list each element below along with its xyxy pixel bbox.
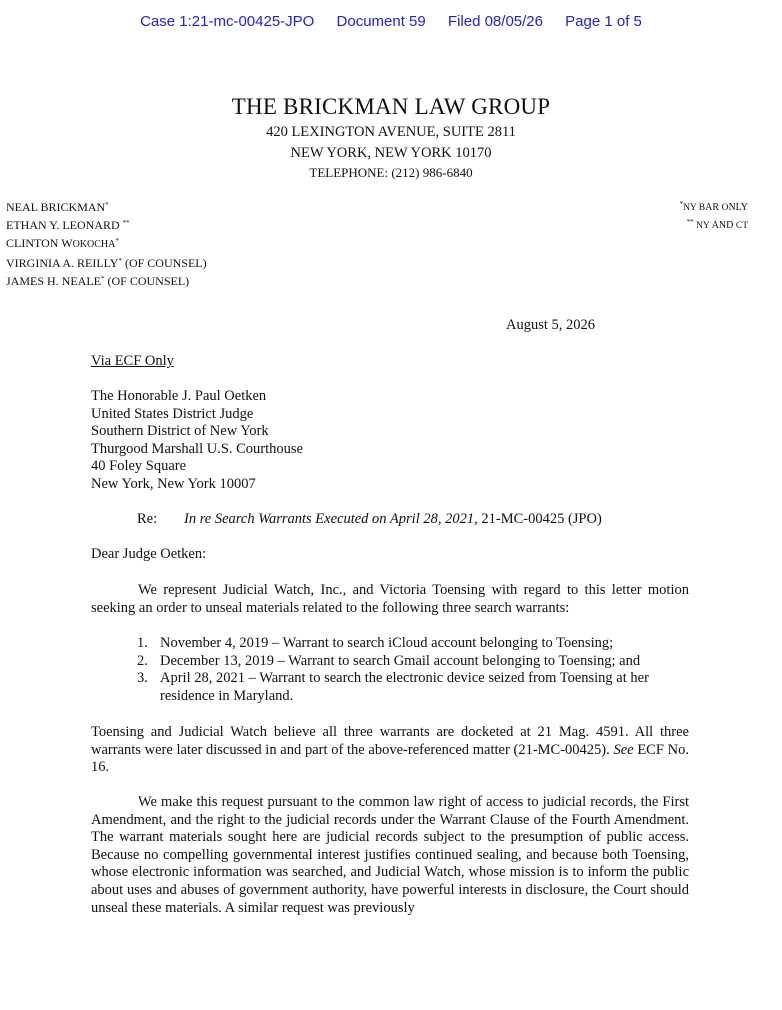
recipient-line: 40 Foley Square bbox=[91, 458, 187, 475]
recipient-line: Thurgood Marshall U.S. Courthouse bbox=[91, 440, 303, 457]
attorney-list bbox=[6, 198, 207, 290]
recipient-address bbox=[91, 388, 303, 494]
recipient-line: United States District Judge bbox=[91, 405, 254, 422]
attorney-entry: JAMES H. NEALE* (OF COUNSEL) bbox=[6, 274, 190, 288]
list-item: 1. November 4, 2019 – Warrant to search iCloud account belonging to Toensing; bbox=[137, 635, 614, 651]
re-case-number: , 21-MC-00425 (JPO) bbox=[474, 511, 602, 527]
see-signal: See bbox=[613, 741, 634, 758]
recipient-line: The Honorable J. Paul Oetken bbox=[91, 388, 267, 404]
re-label: Re: bbox=[137, 511, 158, 527]
delivery-method: Via ECF Only bbox=[91, 353, 174, 369]
bar-admission-notes bbox=[680, 199, 748, 235]
firm-address-line1: 420 LEXINGTON AVENUE, SUITE 2811 bbox=[266, 124, 516, 140]
list-item: 3. April 28, 2021 – Warrant to search the electronic device seized from Toensing at her residence in Maryland. bbox=[137, 670, 649, 704]
firm-address-line2: NEW YORK, NEW YORK 10170 bbox=[290, 145, 492, 161]
re-subject bbox=[184, 511, 602, 529]
ecf-header-stamp bbox=[0, 13, 782, 30]
attorney-entry: ETHAN Y. LEONARD ** bbox=[6, 218, 130, 232]
attorney-entry: VIRGINIA A. REILLY* (OF COUNSEL) bbox=[6, 256, 207, 270]
attorney-entry: CLINTON WOKOCHA* bbox=[6, 236, 119, 250]
bar-note: ** NY AND CT bbox=[686, 218, 748, 231]
bar-note: *NY BAR ONLY bbox=[679, 200, 748, 213]
document-number: Document 59 bbox=[336, 13, 426, 30]
case-number: Case 1:21-mc-00425-JPO bbox=[140, 13, 315, 30]
filed-date: Filed 08/05/26 bbox=[447, 13, 543, 30]
re-case-title: In re Search Warrants Executed on April 28, 2021 bbox=[184, 511, 475, 527]
body-paragraph-2: Toensing and Judicial Watch believe all three warrants are docketed at 21 Mag. 4591. All three warrants were later discussed in and part of the above-referenced matter (21-MC-00425). See ECF No. 16. bbox=[91, 724, 689, 776]
body-paragraph-1: We represent Judicial Watch, Inc., and Victoria Toensing with regard to this letter motion seeking an order to unseal materials related to the following three search warrants: bbox=[91, 582, 689, 616]
list-item: 2. December 13, 2019 – Warrant to search Gmail account belonging to Toensing; and bbox=[137, 652, 641, 669]
firm-name: THE BRICKMAN LAW GROUP bbox=[231, 94, 551, 119]
page-indicator: Page 1 of 5 bbox=[565, 13, 642, 30]
body-paragraph-3: We make this request pursuant to the common law right of access to judicial records, the First Amendment, and the right to the judicial records under the Warrant Clause of the Fourth Amendment. The warrant materials sought here are judicial records subject to the presumption of public access. Because no compelling governmental interest justifies continued sealing, and because both Toensing, whose electronic information was searched, and Judicial Watch, whose mission is to inform the public about uses and abuses of government authority, have powerful interests in disclosure, the Court should unseal these materials. A similar request was previously bbox=[91, 794, 689, 916]
attorney-entry: NEAL BRICKMAN* bbox=[6, 200, 109, 214]
letter-date: August 5, 2026 bbox=[506, 317, 596, 333]
recipient-line: Southern District of New York bbox=[91, 423, 269, 440]
warrant-list bbox=[137, 635, 689, 705]
firm-telephone: TELEPHONE: (212) 986-6840 bbox=[309, 165, 473, 180]
recipient-line: New York, New York 10007 bbox=[91, 475, 256, 492]
salutation: Dear Judge Oetken: bbox=[91, 546, 207, 562]
